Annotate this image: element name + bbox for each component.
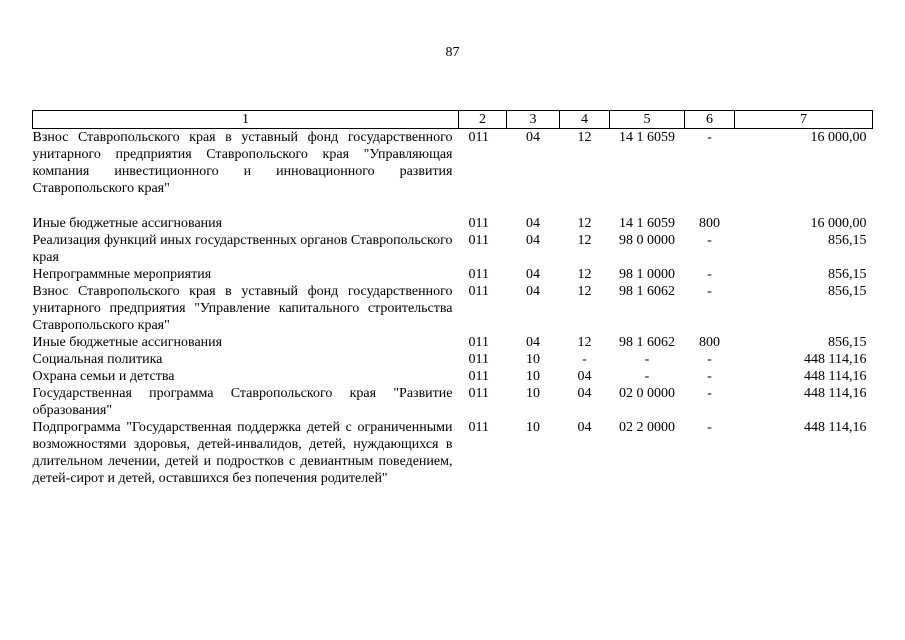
row-expense-type: -: [707, 233, 712, 248]
header-col-7: 7: [735, 111, 873, 129]
row-amount: 856,15: [828, 284, 867, 299]
row-expense-type: 800: [699, 216, 720, 231]
table-header-row: [33, 111, 873, 129]
row-amount: 448 114,16: [804, 369, 867, 384]
header-col-1: 1: [33, 111, 459, 129]
header-col-3: 3: [507, 111, 560, 129]
table-row: [33, 266, 873, 283]
row-name: Иные бюджетные ассигнования: [32, 335, 223, 350]
row-subsection-code: -: [582, 352, 587, 367]
header-col-4: 4: [560, 111, 610, 129]
row-section-code: 04: [526, 267, 540, 282]
row-name: Непрограммные мероприятия: [32, 267, 212, 282]
row-section-code: 04: [526, 130, 540, 145]
row-expense-type: -: [707, 130, 712, 145]
row-name: Взнос Ставропольского края в уставный фонд государственного унитарного предприятия "Управление капитального строительства Ставропольского края": [32, 284, 453, 333]
row-expense-type: 800: [699, 335, 720, 350]
row-subsection-code: 12: [577, 267, 592, 282]
row-ministry-code: 011: [468, 420, 489, 435]
row-subsection-code: 12: [577, 335, 592, 350]
table-row: [33, 385, 873, 419]
row-target-code: -: [644, 352, 650, 367]
row-name: Реализация функций иных государственных органов Ставропольского края: [32, 233, 453, 265]
row-target-code: -: [644, 369, 650, 384]
row-amount: 856,15: [828, 233, 867, 248]
row-ministry-code: 011: [468, 386, 489, 401]
row-subsection-code: 04: [577, 386, 592, 401]
row-target-code: 98 1 0000: [619, 267, 675, 282]
row-name: Иные бюджетные ассигнования: [32, 216, 223, 231]
budget-table: [32, 110, 873, 487]
row-target-code: 14 1 6059: [619, 216, 675, 231]
page-number: 87: [445, 45, 460, 60]
row-expense-type: -: [707, 386, 712, 401]
row-expense-type: -: [707, 420, 712, 435]
row-amount: 16 000,00: [810, 216, 867, 231]
row-ministry-code: 011: [468, 233, 489, 248]
table-row: [33, 351, 873, 368]
table-row: [33, 232, 873, 266]
row-expense-type: -: [707, 369, 712, 384]
row-ministry-code: 011: [468, 335, 489, 350]
row-name: Государственная программа Ставропольского края "Развитие образования": [32, 386, 453, 418]
row-subsection-code: 12: [577, 233, 592, 248]
row-section-code: 10: [526, 352, 540, 367]
row-name: Социальная политика: [32, 352, 163, 367]
row-subsection-code: 04: [577, 420, 592, 435]
row-section-code: 10: [526, 369, 540, 384]
row-expense-type: -: [707, 284, 712, 299]
row-target-code: 02 0 0000: [619, 386, 675, 401]
header-col-2: 2: [459, 111, 507, 129]
row-target-code: 98 0 0000: [619, 233, 675, 248]
row-target-code: 98 1 6062: [619, 284, 675, 299]
row-ministry-code: 011: [468, 352, 489, 367]
row-target-code: 14 1 6059: [619, 130, 675, 145]
row-section-code: 10: [526, 420, 540, 435]
row-subsection-code: 04: [577, 369, 592, 384]
row-amount: 448 114,16: [804, 386, 867, 401]
row-ministry-code: 011: [468, 284, 489, 299]
header-col-5: 5: [610, 111, 685, 129]
row-amount: 16 000,00: [810, 130, 867, 145]
row-section-code: 04: [526, 284, 540, 299]
row-target-code: 98 1 6062: [619, 335, 675, 350]
row-ministry-code: 011: [468, 130, 489, 145]
row-amount: 448 114,16: [804, 420, 867, 435]
header-col-6: 6: [685, 111, 735, 129]
row-name: Взнос Ставропольского края в уставный фонд государственного унитарного предприятия Ставропольского края "Управляющая компания инвестиционного и инновационного развития Ставропольского края": [32, 130, 453, 196]
row-expense-type: -: [707, 267, 712, 282]
row-name: Охрана семьи и детства: [32, 369, 175, 384]
row-amount: 856,15: [828, 267, 867, 282]
table-row: [33, 368, 873, 385]
row-ministry-code: 011: [468, 216, 489, 231]
row-ministry-code: 011: [468, 267, 489, 282]
row-target-code: 02 2 0000: [619, 420, 675, 435]
row-section-code: 04: [526, 216, 540, 231]
row-section-code: 10: [526, 386, 540, 401]
row-spacer: [33, 197, 873, 215]
table-row: [33, 283, 873, 334]
row-subsection-code: 12: [577, 284, 592, 299]
row-expense-type: -: [707, 352, 712, 367]
table-row: [33, 419, 873, 487]
row-amount: 856,15: [828, 335, 867, 350]
row-section-code: 04: [526, 335, 540, 350]
table-row: [33, 129, 873, 198]
row-subsection-code: 12: [577, 130, 592, 145]
row-name: Подпрограмма "Государственная поддержка детей с ограниченными возможностями здоровья, детей-инвалидов, детей, нуждающихся в длительном лечении, детей и подростков с девиантным поведением, детей-сирот и детей, оставшихся без попечения родителей": [32, 420, 453, 486]
row-section-code: 04: [526, 233, 540, 248]
row-subsection-code: 12: [577, 216, 592, 231]
row-ministry-code: 011: [468, 369, 489, 384]
table-row: [33, 215, 873, 232]
row-amount: 448 114,16: [804, 352, 867, 367]
table-row: [33, 334, 873, 351]
